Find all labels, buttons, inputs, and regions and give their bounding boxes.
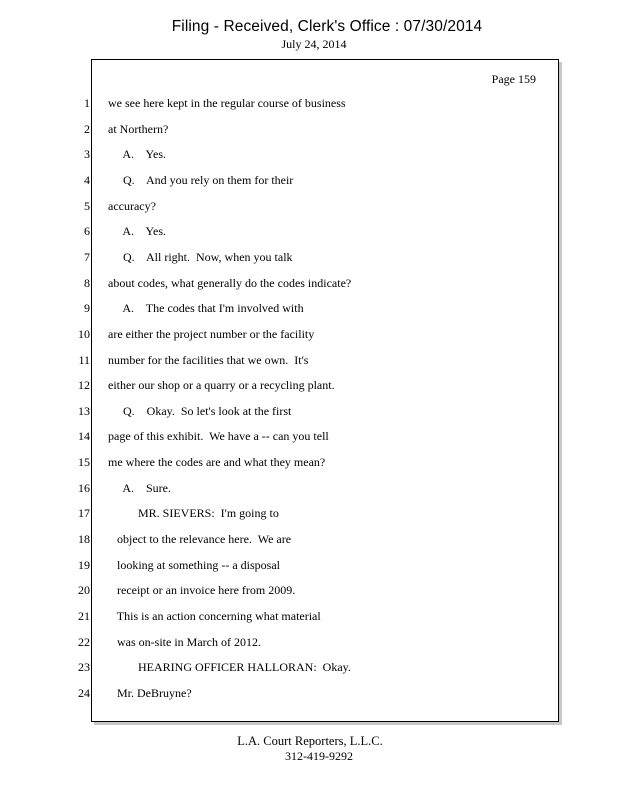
filing-stamp: Filing - Received, Clerk's Office : 07/30/2014 (171, 18, 483, 35)
line-number: 19 (78, 557, 90, 572)
page-number: Page 159 (491, 72, 536, 86)
line-number: 23 (78, 660, 90, 675)
transcript-line: about codes, what generally do the codes indicate? (108, 275, 352, 290)
line-number: 8 (84, 275, 90, 290)
transcript-line: Q. And you rely on them for their (108, 172, 294, 187)
transcript-page (78, 59, 559, 722)
court-reporter-name: L.A. Court Reporters, L.L.C. (237, 734, 383, 748)
line-number: 18 (78, 532, 90, 547)
line-number: 4 (84, 172, 90, 187)
line-number: 3 (84, 147, 90, 162)
transcript-line: object to the relevance here. We are (108, 532, 292, 547)
transcript-line: A. Yes. (108, 224, 167, 239)
transcript-line: HEARING OFFICER HALLORAN: Okay. (108, 660, 351, 675)
line-number: 5 (84, 198, 90, 213)
transcript-line: receipt or an invoice here from 2009. (108, 583, 296, 598)
transcript-line: A. The codes that I'm involved with (108, 301, 304, 316)
line-number: 22 (78, 634, 90, 649)
transcript-line: A. Yes. (108, 147, 167, 162)
transcript-line: MR. SIEVERS: I'm going to (108, 506, 279, 521)
line-number: 20 (78, 583, 90, 598)
transcript-line: me where the codes are and what they mean? (108, 455, 326, 470)
line-number: 1 (84, 96, 90, 110)
line-number: 11 (78, 352, 90, 367)
line-number: 10 (78, 326, 90, 341)
line-number: 16 (78, 480, 90, 495)
transcript-line: page of this exhibit. We have a -- can you tell (108, 429, 329, 444)
line-number: 13 (78, 403, 90, 418)
line-number: 2 (84, 121, 90, 136)
court-reporter-phone: 312-419-9292 (285, 749, 353, 763)
transcript-line: Mr. DeBruyne? (108, 685, 192, 700)
transcript-line: we see here kept in the regular course of business (108, 96, 346, 110)
line-number: 17 (78, 506, 90, 521)
transcript-line: Q. All right. Now, when you talk (108, 249, 293, 264)
transcript-line: A. Sure. (108, 480, 171, 495)
line-number: 7 (84, 249, 90, 264)
line-number: 6 (84, 224, 90, 239)
transcript-line: are either the project number or the facility (108, 326, 315, 341)
transcript-line: This is an action concerning what material (108, 609, 321, 623)
line-number: 9 (84, 301, 90, 316)
transcript-line: either our shop or a quarry or a recycling plant. (108, 378, 335, 393)
transcript-line: was on-site in March of 2012. (108, 634, 261, 649)
line-number: 14 (78, 429, 90, 444)
transcript-line: Q. Okay. So let's look at the first (108, 403, 292, 418)
line-number: 12 (78, 378, 90, 393)
transcript-line: accuracy? (108, 198, 156, 213)
transcript-line: looking at something -- a disposal (108, 557, 280, 572)
line-number: 15 (78, 455, 90, 470)
transcript-line: number for the facilities that we own. It's (108, 352, 309, 367)
transcript-date: July 24, 2014 (281, 37, 347, 51)
transcript-line: at Northern? (108, 121, 169, 136)
line-number: 21 (78, 609, 90, 623)
line-number: 24 (78, 685, 90, 700)
